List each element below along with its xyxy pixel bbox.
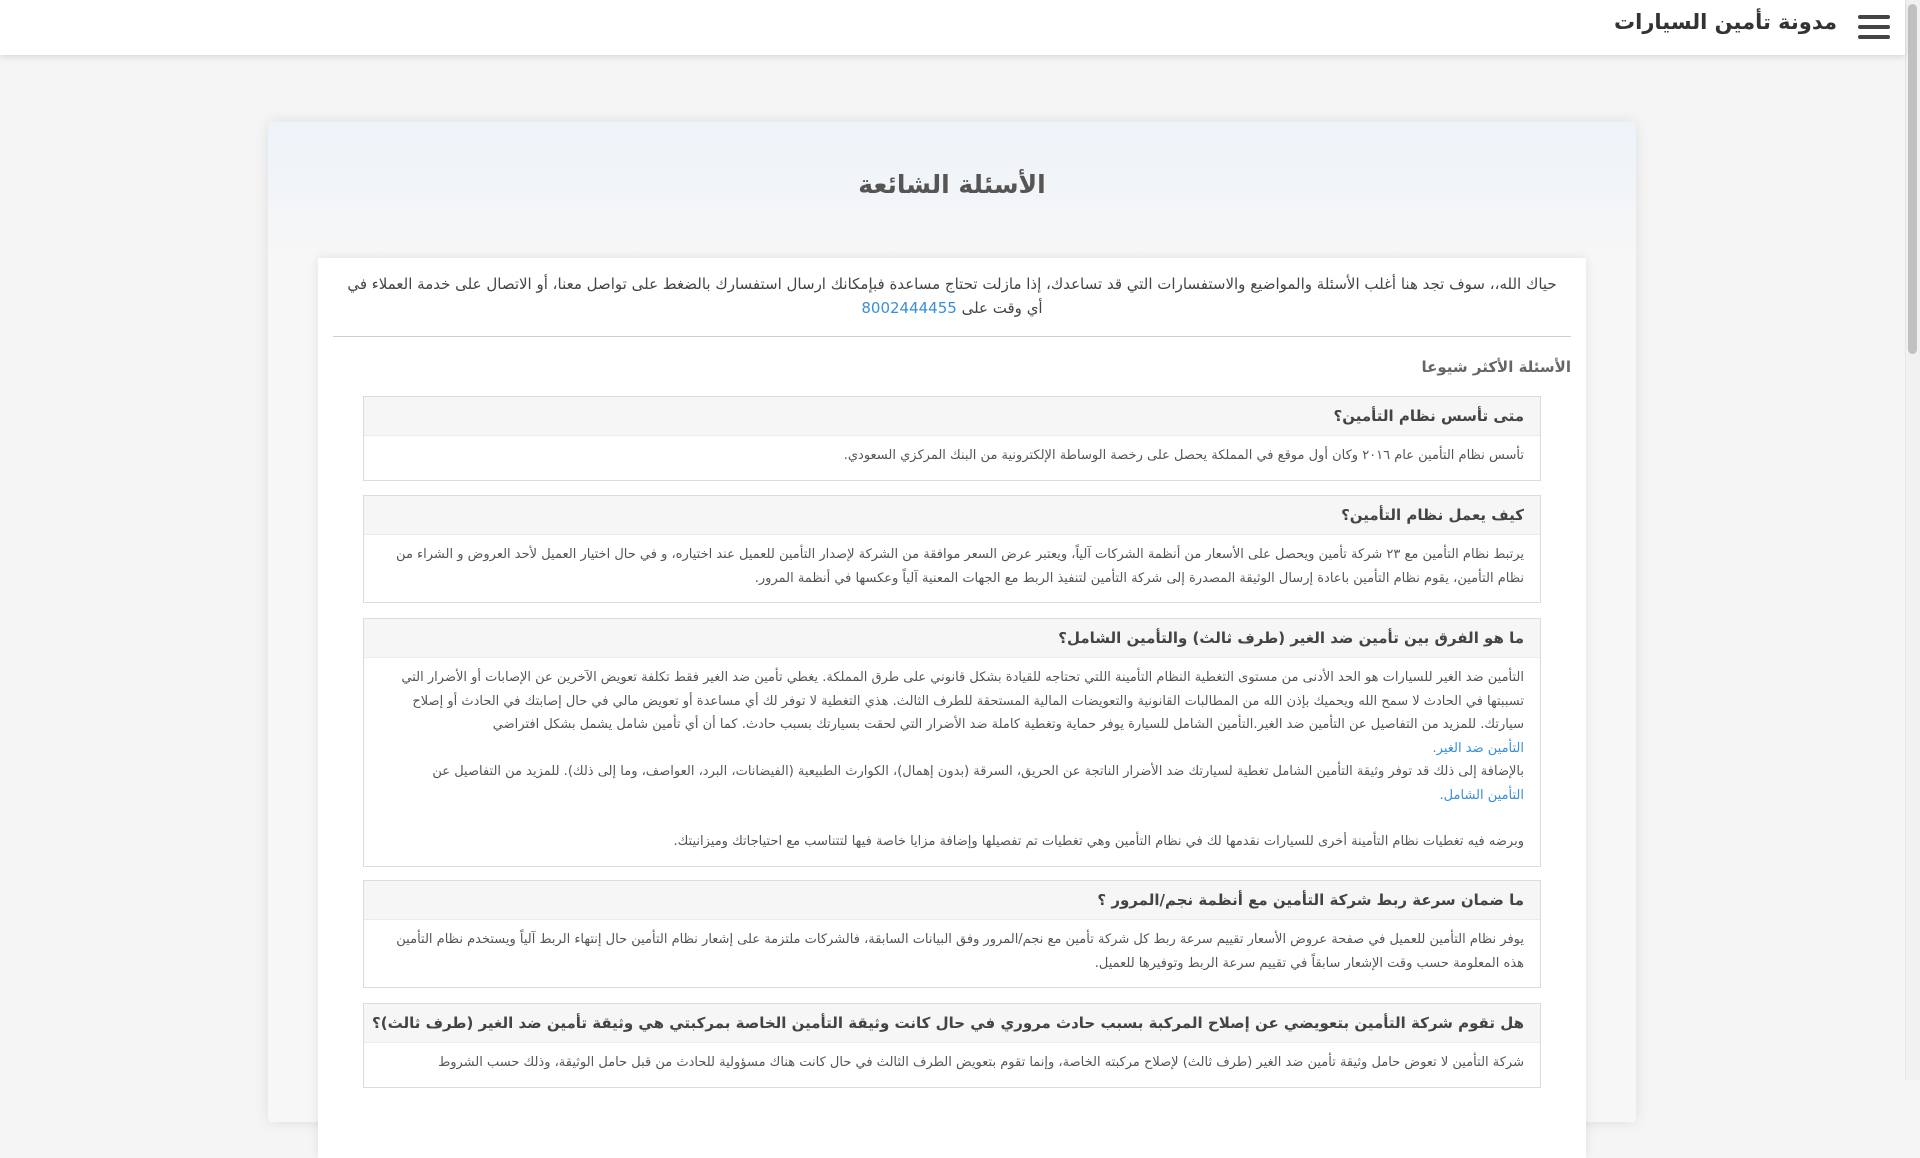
faq-panel: [318, 258, 1586, 1158]
faq-answer-text: وبرضه فيه تغطيات نظام التأمينة أخرى للسيارات نقدمها لك في نظام التأمين وهي تغطيات تم تفصيلها وإضافة مزايا خاصة فيها لتتناسب مع احتياجاتك وميزانيتك.: [673, 834, 1524, 849]
faq-card: [268, 122, 1636, 1122]
faq-question[interactable]: ما ضمان سرعة ربط شركة التأمين مع أنظمة نجم/المرور ؟: [364, 881, 1540, 920]
third-party-insurance-link[interactable]: التأمين ضد الغير.: [1432, 740, 1524, 756]
faq-question[interactable]: ما هو الفرق بين تأمين ضد الغير (طرف ثالث) والتأمين الشامل؟: [364, 619, 1540, 658]
site-title[interactable]: مدونة تأمين السيارات: [1614, 10, 1837, 34]
page-title: الأسئلة الشائعة: [858, 170, 1046, 199]
faq-item: [363, 396, 1541, 481]
faq-question[interactable]: متى تأسس نظام التأمين؟: [364, 397, 1540, 436]
faq-item: [363, 495, 1541, 603]
faq-answer-text: بالإضافة إلى ذلك قد توفر وثيقة التأمين الشامل تغطية لسيارتك ضد الأضرار الناتجة عن الحريق، السرقة (بدون إهمال)، الكوارث الطبيعية (الفيضانات، البرد، العواصف، وما إلى ذلك). للمزيد من التفاصيل عن: [432, 764, 1524, 779]
faq-answer-text: تأسس نظام التأمين عام ٢٠١٦ وكان أول موقع في المملكة يحصل على رخصة الوساطة الإلكترونية من البنك المركزي السعودي.: [843, 448, 1524, 463]
faq-answer: [364, 535, 1540, 602]
faq-item: [363, 880, 1541, 988]
hamburger-menu-icon[interactable]: [1858, 15, 1890, 41]
section-title: الأسئلة الأكثر شيوعا: [1421, 358, 1571, 376]
faq-question[interactable]: كيف يعمل نظام التأمين؟: [364, 496, 1540, 535]
top-header: [0, 0, 1905, 55]
faq-answer-text: التأمين ضد الغير للسيارات هو الحد الأدنى من مستوى التغطية النظام التأمينة اللتي تحتاجه للقيادة بشكل قانوني على طرق المملكة. يغطي تأمين ضد الغير فقط تكلفة تعويض الآخرين عن الإصابات أو الأضرار التي تسببتها في الحادث لا سمح الله ويحميك بإذن الله من المطالبات القانونية والتعويضات المالية المستحقة للطرف الثالث. هذي التغطية لا توفر لك أي مساعدة أو تعويض مالي في حال إصابتك في الحادث أو إصلاح سيارتك. للمزيد من التفاصيل عن التأمين ضد الغير.التأمين الشامل للسيارة يوفر حماية وتغطية كاملة ضد الأضرار التي لحقت بسيارتك بسبب حادث. كما أن أي تأمين شامل يشمل بشكل افتراضي: [401, 670, 1524, 732]
faq-answer-text: يوفر نظام التأمين للعميل في صفحة عروض الأسعار تقييم سرعة ربط كل شركة تأمين مع نجم/المرور وفق البيانات السابقة، فالشركات ملتزمة على إشعار نظام التأمين حال إنتهاء الربط آلياً ويستخدم نظام التأمين هذه المعلومة حسب وقت الإشعار سابقاً في تقييم سرعة الربط وتوفيرها للعميل.: [396, 932, 1524, 971]
comprehensive-insurance-link[interactable]: التأمين الشامل.: [1439, 787, 1524, 803]
divider: [333, 336, 1571, 337]
faq-answer: [364, 920, 1540, 987]
intro-message: حياك الله،، سوف تجد هنا أغلب الأسئلة والمواضيع والاستفسارات التي قد تساعدك، إذا مازلت تحتاج مساعدة فبإمكانك ارسال استفسارك بالضغط على تواصل معنا، أو الاتصال على خدمة العملاء في أي وقت على: [347, 275, 1557, 317]
faq-answer-text: شركة التأمين لا تعوض حامل وثيقة تأمين ضد الغير (طرف ثالث) لإصلاح مركبته الخاصة، وإنما تقوم بتعويض الطرف الثالث في حال كانت هناك مسؤولية للحادث من قبل حامل الوثيقة، وذلك حسب الشروط: [438, 1055, 1524, 1070]
scrollbar-thumb[interactable]: [1908, 4, 1917, 354]
phone-link[interactable]: 8002444455: [861, 299, 957, 317]
faq-answer-text: يرتبط نظام التأمين مع ٢٣ شركة تأمين ويحصل على الأسعار من أنظمة الشركات آلياً، ويعتبر عرض السعر موافقة من الشركة لإصدار التأمين للعميل عند اختياره، و في حال اختيار العميل لأحد العروض و الشراء من نظام التأمين، يقوم نظام التأمين باعادة إرسال الوثيقة المصدرة إلى شركة التأمين لتنفيذ الربط مع الجهات المعنية آلياً وعكسها في أنظمة المرور.: [396, 547, 1524, 586]
intro-text: [338, 272, 1566, 320]
faq-answer: [364, 658, 1540, 866]
faq-answer: [364, 436, 1540, 480]
faq-item: [363, 1003, 1541, 1088]
faq-question[interactable]: هل تقوم شركة التأمين بتعويضي عن إصلاح المركبة بسبب حادث مروري في حال كانت وثيقة التأمين الخاصة بمركبتي هي وثيقة تأمين ضد الغير (طرف ثالث)؟: [364, 1004, 1540, 1043]
faq-item: [363, 618, 1541, 867]
